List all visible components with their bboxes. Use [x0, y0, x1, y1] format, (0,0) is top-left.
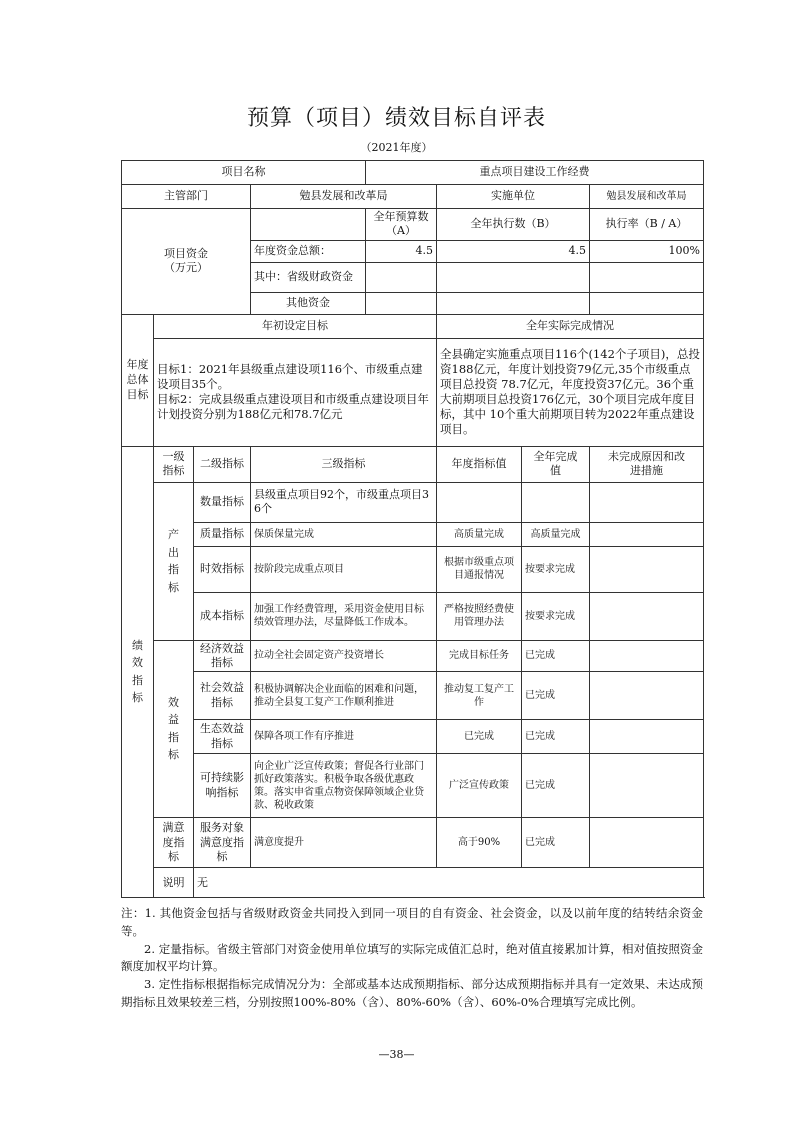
funds-row-rate: 100% — [590, 240, 704, 262]
indicator-annual: 严格按照经费使用管理办法 — [437, 592, 522, 640]
indicator-reason — [590, 522, 704, 546]
indicator-annual: 广泛宣传政策 — [437, 754, 522, 818]
dept-value: 勉县发展和改革局 — [251, 185, 437, 209]
remark-row — [122, 868, 704, 898]
benefit-indicator-label: 效 益 指 标 — [154, 640, 194, 818]
funds-row-exec — [437, 262, 590, 292]
project-name-row — [122, 161, 704, 185]
indicator-reason — [590, 482, 704, 522]
indicator-annual: 高质量完成 — [437, 522, 522, 546]
impl-unit-value: 勉县发展和改革局 — [590, 185, 704, 209]
indicator-actual: 按要求完成 — [522, 592, 590, 640]
funds-header-blank — [251, 209, 366, 241]
indicator-annual: 已完成 — [437, 720, 522, 754]
funds-row-rate — [590, 262, 704, 292]
indicator-level2: 社会效益 指标 — [194, 672, 251, 720]
funds-col-exec: 全年执行数（B） — [437, 209, 590, 241]
indicator-level3: 积极协调解决企业面临的困难和问题，推动全县复工复产工作顺利推进 — [251, 672, 437, 720]
indicator-annual — [437, 482, 522, 522]
indicator-row — [122, 522, 704, 546]
header-reason: 未完成原因和改 进措施 — [590, 446, 704, 482]
goals-header-row — [122, 314, 704, 338]
funds-col-rate: 执行率（B / A） — [590, 209, 704, 241]
indicator-actual: 已完成 — [522, 754, 590, 818]
department-row — [122, 185, 704, 209]
goals-actual-header: 全年实际完成情况 — [437, 314, 704, 338]
goals-initial-header: 年初设定目标 — [154, 314, 437, 338]
indicator-level3: 拉动全社会固定资产投资增长 — [251, 640, 437, 672]
indicator-level3: 保障各项工作有序推进 — [251, 720, 437, 754]
project-name-label: 项目名称 — [122, 161, 366, 185]
indicator-reason — [590, 546, 704, 592]
goals-content-row — [122, 338, 704, 446]
indicator-level3: 加强工作经费管理，采用资金使用目标绩效管理办法，尽量降低工作成本。 — [251, 592, 437, 640]
header-actual: 全年完成 值 — [522, 446, 590, 482]
indicator-actual: 已完成 — [522, 720, 590, 754]
funds-header-row — [122, 209, 704, 241]
funds-row-budget — [366, 262, 437, 292]
funds-row-exec: 4.5 — [437, 240, 590, 262]
indicator-reason — [590, 754, 704, 818]
indicator-actual — [522, 482, 590, 522]
page-title: 预算（项目）绩效目标自评表 — [246, 106, 546, 131]
funds-row-budget: 4.5 — [366, 240, 437, 262]
footnote: 注：1. 其他资金包括与省级财政资金共同投入到同一项目的自有资金、社会资金，以及以前年度的结转结余资金等。 — [121, 906, 703, 938]
indicator-level3: 按阶段完成重点项目 — [251, 546, 437, 592]
funds-row-rate — [590, 292, 704, 314]
indicator-actual: 高质量完成 — [522, 522, 590, 546]
funds-row-label: 年度资金总额： — [251, 240, 366, 262]
indicator-level2: 可持续影 响指标 — [194, 754, 251, 818]
indicator-level3: 县级重点项目92个，市级重点项目36个 — [251, 482, 437, 522]
evaluation-table — [121, 160, 704, 898]
indicator-actual: 已完成 — [522, 640, 590, 672]
header-level3: 三级指标 — [251, 446, 437, 482]
indicator-row — [122, 640, 704, 672]
indicators-group-label: 绩 效 指 标 — [122, 446, 154, 898]
footnote: 3. 定性指标根据指标完成情况分为：全部或基本达成预期指标、部分达成预期指标并具有一定效果、未达成预期指标且效果较差三档，分别按照100%-80%（含）、80%-60%（含）、60%-0%合理填写完成比例。 — [121, 977, 703, 1010]
indicator-row — [122, 754, 704, 818]
indicator-annual: 根据市级重点项目通报情况 — [437, 546, 522, 592]
indicator-level3: 向企业广泛宣传政策；督促各行业部门抓好政策落实。积极争取各级优惠政策。落实申省重点物资保障领域企业贷款、税收政策 — [251, 754, 437, 818]
indicator-actual: 按要求完成 — [522, 546, 590, 592]
report-year: （2021年度） — [360, 141, 433, 154]
impl-unit-label: 实施单位 — [437, 185, 590, 209]
satisfaction-indicator-label: 满意 度指 标 — [154, 818, 194, 868]
goals-initial-text: 目标1：2021年县级重点建设项116个、市级重点建设项目35个。 目标2：完成县级重点建设项目和市级重点建设项目年计划投资分别为188亿元和78.7亿元 — [154, 338, 437, 446]
indicator-level2: 质量指标 — [194, 522, 251, 546]
page-number: —38— — [378, 1048, 415, 1061]
indicator-row — [122, 482, 704, 522]
indicator-level2: 经济效益 指标 — [194, 640, 251, 672]
output-indicator-label: 产 出 指 标 — [154, 482, 194, 640]
indicator-row — [122, 818, 704, 868]
indicator-actual: 已完成 — [522, 672, 590, 720]
indicator-level3: 满意度提升 — [251, 818, 437, 868]
indicator-annual: 完成目标任务 — [437, 640, 522, 672]
goals-label: 年度 总体 目标 — [122, 314, 154, 446]
funds-label: 项目资金 （万元） — [122, 209, 251, 315]
indicator-row — [122, 592, 704, 640]
indicator-reason — [590, 720, 704, 754]
funds-row-label: 其他资金 — [251, 292, 366, 314]
goals-actual-text: 全县确定实施重点项目116个(142个子项目)，总投资188亿元，年度计划投资79亿元,35个市级重点项目总投资 78.7亿元，年度投资37亿元。36个重大前期项目总投资176亿元，30个项目完成年度目标，其中 10个重大前期项目转为2022年重点建设项目。 — [437, 338, 704, 446]
header-level1: 一级 指标 — [154, 446, 194, 482]
indicator-header-row — [122, 446, 704, 482]
header-annual: 年度指标值 — [437, 446, 522, 482]
remark-label: 说明 — [154, 868, 194, 898]
indicator-level2: 成本指标 — [194, 592, 251, 640]
footnote: 2. 定量指标。省级主管部门对资金使用单位填写的实际完成值汇总时，绝对值直接累加计算，相对值按照资金额度加权平均计算。 — [121, 941, 703, 974]
indicator-level2: 数量指标 — [194, 482, 251, 522]
dept-label: 主管部门 — [122, 185, 251, 209]
funds-col-budget: 全年预算数（A） — [366, 209, 437, 241]
indicator-row — [122, 672, 704, 720]
indicator-row — [122, 720, 704, 754]
header-level2: 二级指标 — [194, 446, 251, 482]
funds-row-exec — [437, 292, 590, 314]
project-name-value: 重点项目建设工作经费 — [366, 161, 704, 185]
indicator-reason — [590, 672, 704, 720]
remark-value: 无 — [194, 868, 704, 898]
indicator-reason — [590, 592, 704, 640]
indicator-actual: 已完成 — [522, 818, 590, 868]
indicator-reason — [590, 818, 704, 868]
indicator-annual: 推动复工复产工作 — [437, 672, 522, 720]
funds-row-label: 其中：省级财政资金 — [251, 262, 366, 292]
indicator-annual: 高于90% — [437, 818, 522, 868]
indicator-level3: 保质保量完成 — [251, 522, 437, 546]
indicator-level2: 生态效益 指标 — [194, 720, 251, 754]
indicator-level2: 服务对象 满意度指 标 — [194, 818, 251, 868]
indicator-level2: 时效指标 — [194, 546, 251, 592]
indicator-reason — [590, 640, 704, 672]
indicator-row — [122, 546, 704, 592]
funds-row-budget — [366, 292, 437, 314]
footnotes — [121, 905, 703, 1012]
